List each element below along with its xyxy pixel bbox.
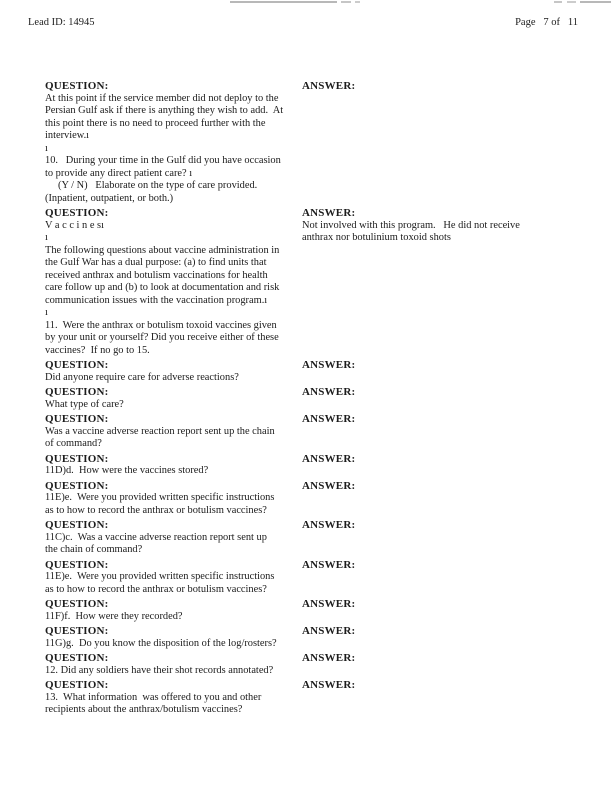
question-line: by your unit or yourself? Did you receive either of these: [45, 332, 279, 343]
question-label: QUESTION:: [45, 207, 109, 219]
question-column: [45, 652, 302, 677]
answer-column: [302, 413, 611, 426]
question-column: [45, 453, 302, 478]
answer-label: ANSWER:: [302, 413, 356, 425]
qa-section: [0, 480, 611, 518]
answer-label: ANSWER:: [302, 386, 356, 398]
answer-label: ANSWER:: [302, 80, 356, 92]
question-line: communication issues with the vaccination program.ı: [45, 294, 268, 306]
question-line: (Y / N) Elaborate on the type of care provided.: [45, 180, 258, 191]
question-label: QUESTION:: [45, 519, 109, 531]
answer-column: [302, 359, 611, 372]
answer-column: [302, 625, 611, 638]
scan-artifact: [230, 1, 337, 3]
qa-section: [0, 359, 611, 384]
qa-section: [0, 386, 611, 411]
question-column: [45, 519, 302, 557]
question-body: [45, 93, 302, 206]
answer-column: [302, 652, 611, 665]
question-label: QUESTION:: [45, 479, 109, 492]
question-line: 11. Were the anthrax or botulism toxoid vaccines given: [45, 319, 277, 331]
scan-artifact: [355, 1, 360, 3]
question-body: [45, 665, 302, 678]
question-line: to provide any direct patient care? ı: [45, 167, 193, 179]
question-line: this point there is no need to proceed further with the: [45, 117, 266, 129]
question-line: Persian Gulf ask if there is anything they wish to add. At: [45, 105, 284, 116]
question-line: What type of care?: [45, 398, 124, 410]
question-column: [45, 413, 302, 451]
qa-section: [0, 652, 611, 677]
question-line: as to how to record the anthrax or botulism vaccines?: [45, 504, 267, 516]
scan-artifact: [580, 1, 611, 3]
question-line: as to how to record the anthrax or botulism vaccines?: [45, 583, 267, 595]
question-line: the chain of command?: [45, 544, 143, 555]
qa-section: [0, 679, 611, 717]
page-number: Page 7 of 11: [515, 17, 578, 28]
question-label: QUESTION:: [45, 598, 109, 610]
question-line: 11C)c. Was a vaccine adverse reaction report sent up: [45, 531, 267, 543]
qa-section: [0, 559, 611, 597]
qa-section: [0, 625, 611, 650]
answer-column: [302, 80, 611, 93]
answer-label: ANSWER:: [302, 652, 356, 664]
question-column: [45, 559, 302, 597]
page-header: [28, 16, 578, 29]
question-column: [45, 480, 302, 518]
question-column: [45, 625, 302, 650]
answer-column: [302, 386, 611, 399]
answer-line: Not involved with this program. He did not receive: [302, 219, 520, 231]
question-line: At this point if the service member did not deploy to the: [45, 92, 279, 104]
qa-section: [0, 598, 611, 623]
answer-column: [302, 559, 611, 572]
question-line: 11E)e. Were you provided written specific instructions: [45, 492, 275, 503]
scan-artifact: [341, 1, 351, 3]
answer-column: [302, 480, 611, 493]
answer-body: [302, 220, 611, 245]
question-line: The following questions about vaccine administration in: [45, 244, 280, 256]
question-body: [45, 532, 302, 557]
question-column: [45, 80, 302, 205]
question-line: ı: [45, 307, 48, 318]
scan-artifact: [567, 1, 576, 3]
question-line: recipients about the anthrax/botulism vaccines?: [45, 704, 243, 715]
answer-line: anthrax nor botulinium toxoid shots: [302, 232, 451, 243]
answer-label: ANSWER:: [302, 479, 356, 492]
question-label: QUESTION:: [45, 413, 109, 425]
answer-column: [302, 519, 611, 532]
answer-column: [302, 207, 611, 245]
scan-artifact: [554, 1, 562, 3]
question-line: V a c c i n e sı: [45, 219, 104, 231]
question-body: [45, 399, 302, 412]
question-line: Was a vaccine adverse reaction report sent up the chain: [45, 425, 275, 437]
question-body: [45, 638, 302, 651]
question-body: [45, 220, 302, 358]
answer-column: [302, 679, 611, 692]
question-column: [45, 386, 302, 411]
qa-section: [0, 207, 611, 357]
question-line: Did anyone require care for adverse reactions?: [45, 371, 239, 383]
question-line: 11F)f. How were they recorded?: [45, 610, 183, 622]
question-line: received anthrax and botulism vaccinations for health: [45, 269, 268, 281]
lead-id: Lead ID: 14945: [28, 17, 95, 28]
answer-label: ANSWER:: [302, 452, 356, 465]
qa-section: [0, 80, 611, 205]
question-column: [45, 679, 302, 717]
question-body: [45, 611, 302, 624]
question-label: QUESTION:: [45, 558, 109, 571]
qa-sections: [0, 80, 611, 717]
question-line: ı: [45, 232, 48, 243]
qa-section: [0, 453, 611, 478]
answer-label: ANSWER:: [302, 359, 356, 371]
qa-section: [0, 519, 611, 557]
question-label: QUESTION:: [45, 80, 109, 92]
question-label: QUESTION:: [45, 359, 109, 371]
question-body: [45, 692, 302, 717]
question-body: [45, 571, 302, 596]
answer-label: ANSWER:: [302, 625, 356, 637]
question-label: QUESTION:: [45, 679, 109, 691]
question-line: care follow up and (b) to look at documentation and risk: [45, 282, 280, 293]
answer-label: ANSWER:: [302, 598, 356, 610]
question-label: QUESTION:: [45, 652, 109, 664]
question-line: the Gulf War has a dual purpose: (a) to find units that: [45, 257, 267, 268]
question-label: QUESTION:: [45, 625, 109, 637]
answer-label: ANSWER:: [302, 207, 356, 219]
question-body: [45, 465, 302, 478]
question-column: [45, 359, 302, 384]
question-label: QUESTION:: [45, 452, 109, 465]
answer-label: ANSWER:: [302, 679, 356, 691]
question-line: 10. During your time in the Gulf did you have occasion: [45, 155, 281, 166]
answer-label: ANSWER:: [302, 558, 356, 571]
question-label: QUESTION:: [45, 386, 109, 398]
question-line: 11G)g. Do you know the disposition of the log/rosters?: [45, 637, 277, 649]
question-line: (Inpatient, outpatient, or both.): [45, 192, 174, 204]
answer-column: [302, 598, 611, 611]
question-line: ı: [45, 142, 48, 154]
question-column: [45, 598, 302, 623]
question-body: [45, 426, 302, 451]
question-body: [45, 492, 302, 517]
question-line: 12. Did any soldiers have their shot records annotated?: [45, 664, 274, 676]
question-body: [45, 372, 302, 385]
question-line: interview.ı: [45, 130, 90, 141]
question-line: 13. What information was offered to you and other: [45, 691, 262, 703]
qa-section: [0, 413, 611, 451]
question-line: vaccines? If no go to 15.: [45, 344, 150, 356]
question-line: of command?: [45, 438, 102, 449]
question-column: [45, 207, 302, 357]
answer-column: [302, 453, 611, 466]
answer-label: ANSWER:: [302, 519, 356, 531]
question-line: 11E)e. Were you provided written specific instructions: [45, 571, 275, 582]
question-line: 11D)d. How were the vaccines stored?: [45, 465, 209, 476]
